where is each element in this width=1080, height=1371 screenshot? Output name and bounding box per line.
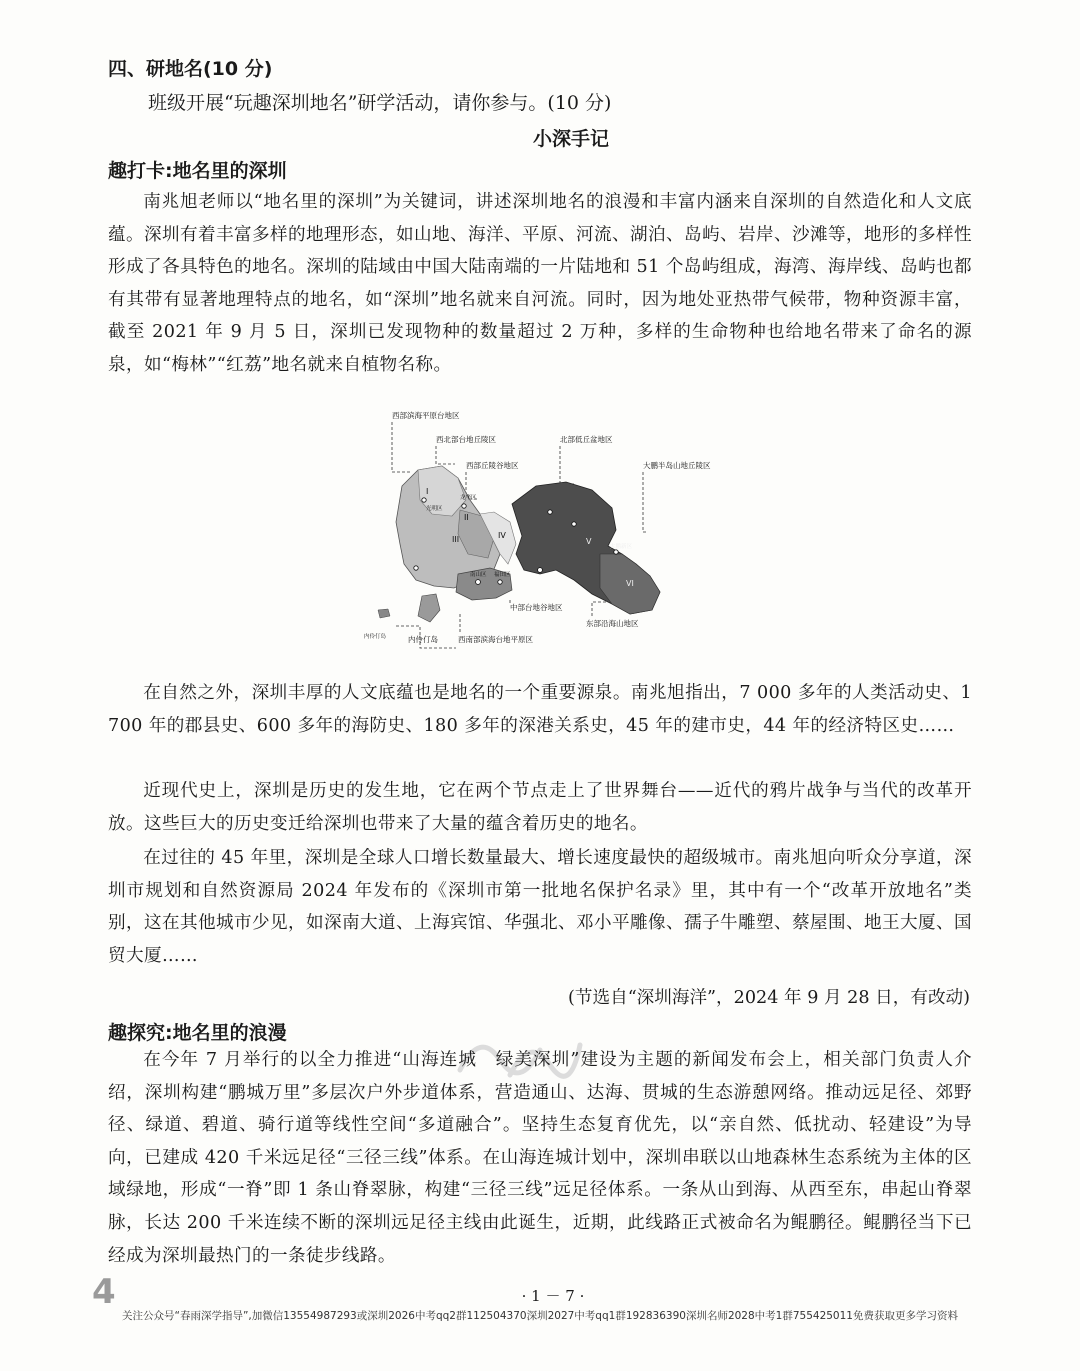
map-district-longhua: 龙华区 bbox=[460, 495, 477, 501]
page-number: · 1 － 7 · bbox=[521, 1287, 585, 1305]
map-label-east-coast-mountains: 东部沿海山地区 bbox=[586, 619, 639, 628]
map-roman-3: III bbox=[452, 535, 460, 544]
intro-text: 班级开展“玩趣深圳地名”研学活动，请你参与。(10 分) bbox=[148, 92, 612, 114]
map-label-neilingding: 内伶仃岛 bbox=[408, 635, 438, 644]
map-label-northwest-hills: 西北部台地丘陵区 bbox=[436, 435, 496, 444]
map-district-nanshan: 南山区 bbox=[470, 572, 487, 578]
part1-paragraph-1: 南兆旭老师以“地名里的深圳”为关键词，讲述深圳地名的浪漫和丰富内涵来自深圳的自然造化和人文底蕴。深圳有着丰富多样的地理形态，如山地、海洋、平原、河流、湖泊、岛屿、岩岸、沙滩等，地形的多样性形成了各具特色的地名。深圳的陆域由中国大陆南端的一片陆地和 51 个岛屿组成，海湾、海岸线、岛屿也都有其带有显著地理特点的地名，如“深圳”地名就来自河流。同时，因为地处亚热带气候带，物种资源丰富，截至 2021 年 9 月 5 日，深圳已发现物种的数量超过 2 万种，多样的生命物种也给地名带来了命名的源泉，如“梅林”“红荔”地名就来自植物名称。 bbox=[108, 192, 972, 375]
map-label-north-low-hills: 北部低丘盆地区 bbox=[560, 435, 613, 444]
map-district-guangming: 光明区 bbox=[426, 506, 443, 512]
map-roman-4: IV bbox=[498, 531, 506, 540]
map-island-neilingding bbox=[418, 594, 440, 622]
map-label-central-valley: 中部台地谷地区 bbox=[510, 603, 563, 612]
map-label-west-coast-plain: 西部滨海平原台地区 bbox=[392, 411, 460, 420]
map-label-neilingding-small: 内伶仃岛 bbox=[364, 634, 387, 640]
map-district-dapeng: 大鹏新区 bbox=[610, 544, 633, 550]
map-label-west-hill-valley: 西部丘陵谷地区 bbox=[466, 461, 519, 470]
part2-heading: 趣探究:地名里的浪漫 bbox=[108, 1022, 287, 1044]
part1-heading: 趣打卡:地名里的深圳 bbox=[108, 160, 287, 182]
map-district-futian: 福田区 bbox=[494, 572, 511, 578]
notes-title: 小深手记 bbox=[532, 128, 609, 150]
corner-mark: 4 bbox=[92, 1272, 116, 1312]
map-roman-5: V bbox=[586, 537, 592, 546]
map-label-southwest-coast: 西南部滨海台地平原区 bbox=[458, 635, 533, 644]
part1-paragraph-2: 在自然之外，深圳丰厚的人文底蕴也是地名的一个重要源泉。南兆旭指出，7 000 多年的人类活动史、1 700 年的郡县史、600 多年的海防史、180 多年的深港关系史，45 年的建市史，44 年的经济特区史…… bbox=[108, 683, 972, 736]
map-label-dapeng-hills: 大鹏半岛山地丘陵区 bbox=[643, 461, 711, 470]
map-island-small bbox=[378, 609, 390, 618]
part1-paragraph-4: 在过往的 45 年里，深圳是全球人口增长数量最大、增长速度最快的超级城市。南兆旭向听众分享道，深圳市规划和自然资源局 2024 年发布的《深圳市第一批地名保护名录》里，其中有一个“改革开放地名”类别，这在其他城市少见，如深南大道、上海宾馆、华强北、邓小平雕像、孺子牛雕塑、蔡屋围、地王大厦、国贸大厦…… bbox=[108, 848, 972, 966]
footer-notice: 关注公众号“春雨深学指导”,加微信13554987293或深圳2026中考qq2群112504370深圳2027中考qq1群192836390深圳名师2028中考1群755425011免费获取更多学习资料 bbox=[122, 1310, 958, 1322]
shenzhen-landform-map bbox=[360, 404, 711, 656]
map-roman-1: I bbox=[426, 487, 429, 496]
part1-paragraph-3: 近现代史上，深圳是历史的发生地，它在两个节点走上了世界舞台——近代的鸦片战争与当代的改革开放。这些巨大的历史变迁给深圳也带来了大量的蕴含着历史的地名。 bbox=[108, 781, 972, 834]
section-title: 四、研地名(10 分) bbox=[108, 58, 273, 80]
part2-paragraph-1: 在今年 7 月举行的以全力推进“山海连城 绿美深圳”建设为主题的新闻发布会上，相关部门负责人介绍，深圳构建“鹏城万里”多层次户外步道体系，营造通山、达海、贯城的生态游憩网络。推动远足径、郊野径、绿道、碧道、骑行道等线性空间“多道融合”。坚持生态复育优先，以“亲自然、低扰动、轻建设”为导向，已建成 420 千米远足径“三径三线”体系。在山海连城计划中，深圳串联以山地森林生态系统为主体的区域绿地，形成“一脊”即 1 条山脊翠脉，构建“三径三线”远足径体系。一条从山到海、从西至东，串起山脊翠脉，长达 200 千米连续不断的深圳远足径主线由此诞生，近期，此线路正式被命名为鲲鹏径。鲲鹏径当下已经成为深圳最热门的一条徒步线路。 bbox=[108, 1050, 972, 1266]
map-roman-6: VI bbox=[626, 579, 634, 588]
map-roman-2: II bbox=[464, 513, 469, 522]
source-citation: (节选自“深圳海洋”，2024 年 9 月 28 日，有改动) bbox=[568, 988, 970, 1008]
